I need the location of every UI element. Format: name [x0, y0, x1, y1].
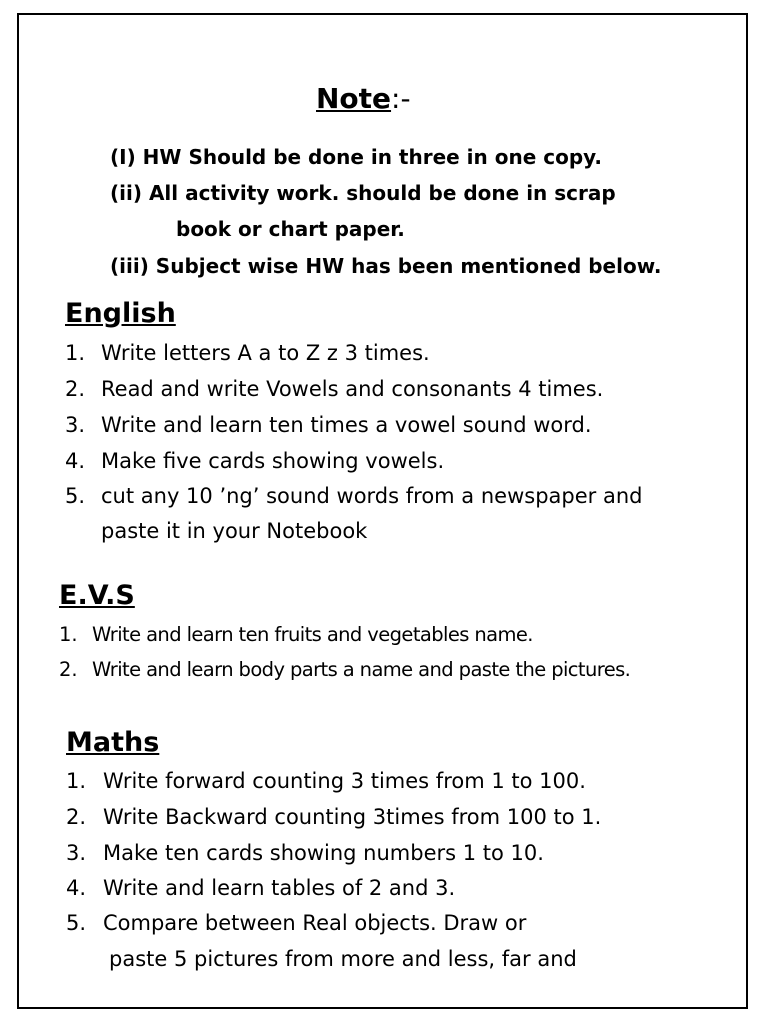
maths-item-5-continued — [66, 947, 577, 971]
maths-item-1 — [66, 769, 586, 793]
english-item-1 — [65, 341, 430, 365]
item-text: Make ten cards showing numbers 1 to 10. — [103, 841, 544, 865]
item-number: 3. — [66, 841, 87, 865]
note-line-3: book or chart paper. — [176, 217, 405, 241]
item-text: paste it in your Notebook — [101, 519, 368, 543]
english-item-3 — [65, 413, 592, 437]
item-number: 5. — [65, 484, 86, 508]
item-text: Write forward counting 3 times from 1 to 100. — [103, 769, 586, 793]
maths-item-5 — [66, 911, 526, 935]
note-title-text: Note — [316, 82, 392, 115]
item-text: cut any 10 ’ng’ sound words from a newspaper and — [101, 484, 643, 508]
item-text: Write letters A a to Z z 3 times. — [101, 341, 430, 365]
item-text: Write and learn tables of 2 and 3. — [103, 876, 456, 900]
item-number: 1. — [65, 341, 86, 365]
evs-heading: E.V.S — [59, 580, 135, 611]
item-number: 5. — [66, 911, 87, 935]
note-line-1: (I) HW Should be done in three in one copy. — [110, 145, 602, 169]
note-title — [316, 82, 411, 115]
maths-item-3 — [66, 841, 544, 865]
item-number: 4. — [65, 449, 86, 473]
note-line-2: (ii) All activity work. should be done in scrap — [110, 181, 616, 205]
item-text: Read and write Vowels and consonants 4 times. — [101, 377, 604, 401]
item-number: 1. — [59, 623, 78, 646]
item-number: 2. — [66, 805, 87, 829]
maths-item-4 — [66, 876, 455, 900]
evs-item-1 — [59, 623, 533, 646]
english-item-5 — [65, 484, 642, 508]
english-item-5-continued — [65, 519, 367, 543]
item-number: 2. — [65, 377, 86, 401]
note-line-4: (iii) Subject wise HW has been mentioned below. — [110, 254, 662, 278]
maths-heading: Maths — [66, 727, 160, 758]
english-heading: English — [65, 298, 176, 329]
note-title-suffix: :- — [391, 82, 411, 115]
item-text: Write and learn ten fruits and vegetables name. — [92, 623, 533, 646]
item-number: 1. — [66, 769, 87, 793]
item-text: Write and learn ten times a vowel sound word. — [101, 413, 592, 437]
evs-item-2 — [59, 658, 630, 681]
item-text: Write and learn body parts a name and paste the pictures. — [92, 658, 631, 681]
item-number: 3. — [65, 413, 86, 437]
maths-item-2 — [66, 805, 601, 829]
item-text: Make five cards showing vowels. — [101, 449, 445, 473]
english-item-2 — [65, 377, 603, 401]
item-text: paste 5 pictures from more and less, far and — [109, 947, 577, 971]
item-number: 2. — [59, 658, 78, 681]
item-number: 4. — [66, 876, 87, 900]
english-item-4 — [65, 449, 444, 473]
item-text: Write Backward counting 3times from 100 to 1. — [103, 805, 602, 829]
item-text: Compare between Real objects. Draw or — [103, 911, 527, 935]
